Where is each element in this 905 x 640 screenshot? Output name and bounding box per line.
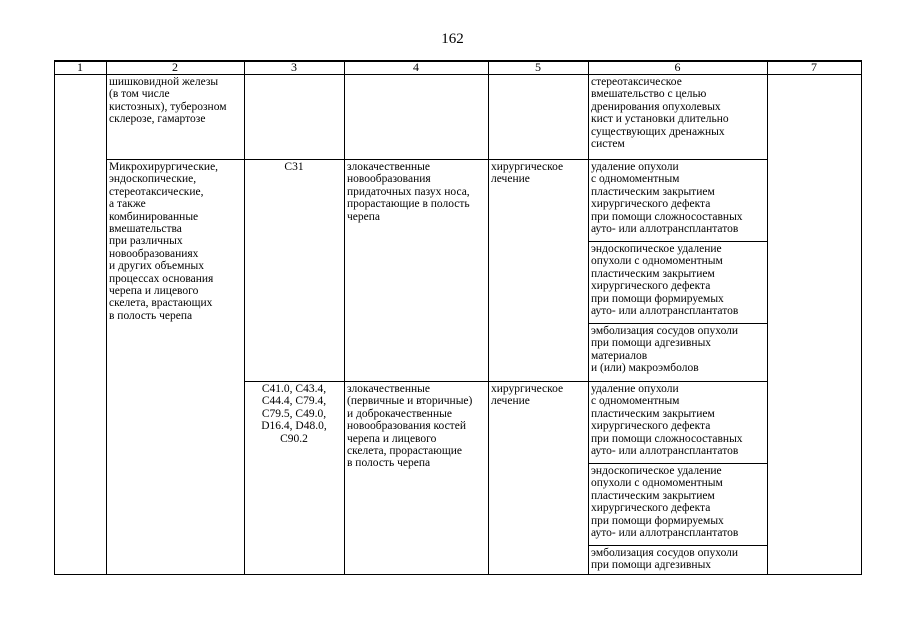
icd-code-cell: C31 bbox=[284, 161, 304, 173]
subrow-divider bbox=[588, 545, 767, 546]
treatment-method-cell: удаление опухоли с одномоментным пластическим закрытием хирургического дефекта при помощи сложносоставных ауто- или аллотрансплантатов bbox=[591, 161, 743, 236]
treatment-method-cell: эмболизация сосудов опухоли при помощи адгезивных bbox=[591, 547, 739, 572]
subrow-divider bbox=[588, 323, 767, 324]
header-bottom-border bbox=[54, 74, 862, 75]
column-header-4: 4 bbox=[413, 60, 419, 74]
column-header-2: 2 bbox=[172, 60, 178, 74]
column-header-3: 3 bbox=[291, 60, 297, 74]
treatment-type-cell: хирургическое лечение bbox=[491, 161, 564, 186]
row-divider bbox=[106, 159, 767, 160]
treatment-method-cell: удаление опухоли с одномоментным пластическим закрытием хирургического дефекта при помощи сложносоставных ауто- или аллотрансплантатов bbox=[591, 383, 743, 458]
subrow-divider bbox=[588, 241, 767, 242]
col-border-5-6 bbox=[588, 60, 589, 575]
col-border-4-5 bbox=[488, 60, 489, 575]
col-border-3-4 bbox=[344, 60, 345, 575]
column-header-5: 5 bbox=[535, 60, 541, 74]
treatment-method-cell: стереотаксическое вмешательство с целью дренирования опухолевых кист и установки длительно существующих дренажных систем bbox=[591, 76, 729, 151]
col-border-2-3 bbox=[244, 60, 245, 575]
column-header-7: 7 bbox=[811, 60, 817, 74]
diagnosis-cell: злокачественные новообразования придаточных пазух носа, прорастающие в полость черепа bbox=[347, 161, 470, 223]
column-header-1: 1 bbox=[77, 60, 83, 74]
treatment-method-cell: эндоскопическое удаление опухоли с одномоментным пластическим закрытием хирургического дефекта при помощи формируемых ауто- или аллотрансплантатов bbox=[591, 243, 739, 318]
treatment-type-cell: хирургическое лечение bbox=[491, 383, 564, 408]
table-bottom-border bbox=[54, 574, 862, 575]
treatment-method-cell: эмболизация сосудов опухоли при помощи адгезивных материалов и (или) макроэмболов bbox=[591, 325, 739, 375]
subrow-divider bbox=[588, 463, 767, 464]
column-header-6: 6 bbox=[674, 60, 681, 74]
intervention-group-cell: Микрохирургические, эндоскопические, стереотаксические, а также комбинированные вмешательства при различных новообразованиях и других объемных процессах основания черепа и лицевого скелета, врастающих в полость черепа bbox=[109, 161, 219, 322]
col-border-1-2 bbox=[106, 60, 107, 575]
treatment-method-cell: эндоскопическое удаление опухоли с одномоментным пластическим закрытием хирургического дефекта при помощи формируемых ауто- или аллотрансплантатов bbox=[591, 465, 739, 540]
diagnosis-cell: злокачественные (первичные и вторичные) и доброкачественные новообразования костей черепа и лицевого скелета, прорастающие в полость черепа bbox=[347, 383, 473, 470]
col-border-6-7 bbox=[767, 60, 768, 575]
row-divider bbox=[244, 381, 767, 382]
col-border-left bbox=[54, 60, 55, 575]
col-border-right bbox=[861, 60, 862, 575]
intervention-group-cell: шишковидной железы (в том числе кистозных), туберозном склерозе, гамартозе bbox=[109, 76, 227, 126]
page-number: 162 bbox=[441, 31, 464, 47]
icd-code-cell: C41.0, C43.4, C44.4, C79.4, C79.5, C49.0, D16.4, D48.0, C90.2 bbox=[261, 383, 327, 445]
